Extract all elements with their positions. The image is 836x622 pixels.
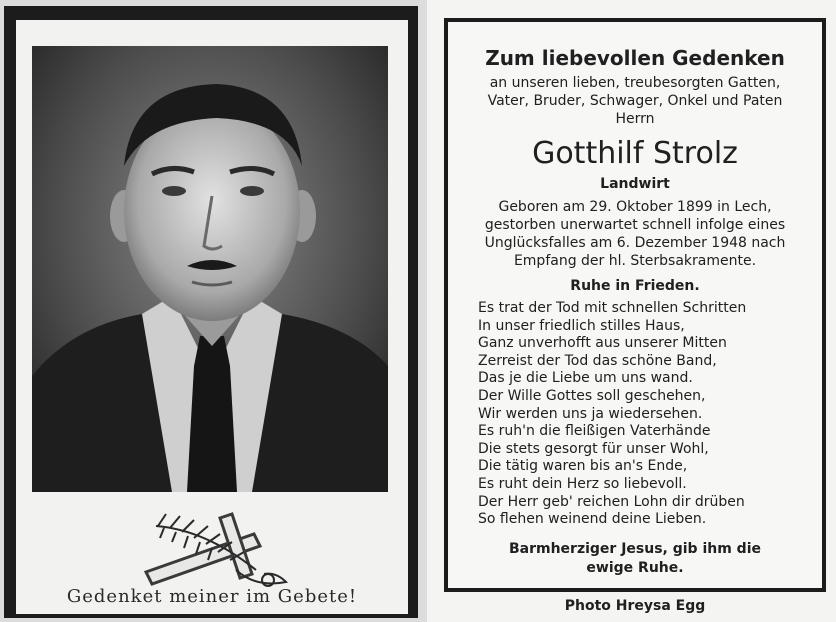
- bio-line: gestorben unerwartet schnell infolge eines: [484, 217, 786, 233]
- poem-line: Die stets gesorgt für unser Wohl,: [478, 440, 709, 457]
- memorial-text-card: [444, 18, 826, 592]
- bio-line: Unglücksfalles am 6. Dezember 1948 nach: [484, 235, 786, 251]
- intro-line: Vater, Bruder, Schwager, Onkel und Paten: [487, 93, 783, 109]
- portrait-photo: [32, 46, 388, 492]
- intro-text: [448, 74, 822, 128]
- closing-prayer: [448, 540, 822, 578]
- cross-with-palm-icon: [136, 508, 296, 594]
- poem-line: Es ruh'n die fleißigen Vaterhände: [478, 423, 711, 440]
- intro-line: an unseren lieben, treubesorgten Gatten,: [489, 75, 781, 91]
- deceased-name: Gotthilf Strolz: [532, 136, 738, 171]
- poem-line: Ganz unverhofft aus unserer Mitten: [478, 335, 727, 352]
- closing-line: Barmherziger Jesus, gib ihm die: [508, 541, 761, 557]
- poem-line: Es trat der Tod mit schnellen Schritten: [478, 300, 747, 316]
- photo-credit: Photo Hreysa Egg: [564, 598, 706, 614]
- memorial-photo-card: [4, 6, 418, 618]
- bio-line: Geboren am 29. Oktober 1899 in Lech,: [498, 199, 772, 215]
- memorial-heading: Zum liebevollen Gedenken: [485, 46, 785, 70]
- memorial-poem: [478, 300, 818, 529]
- poem-line: Es ruht dein Herz so liebevoll.: [478, 475, 687, 492]
- poem-line: Der Wille Gottes soll geschehen,: [478, 387, 706, 404]
- poem-line: Wir werden uns ja wiedersehen.: [478, 405, 703, 422]
- biography-text: [448, 198, 822, 270]
- prayer-line: Gedenket meiner im Gebete!: [66, 586, 358, 607]
- occupation: Landwirt: [600, 176, 670, 192]
- poem-line: In unser friedlich stilles Haus,: [478, 317, 685, 334]
- rest-in-peace: Ruhe in Frieden.: [570, 278, 700, 294]
- intro-line: Herrn: [615, 111, 655, 127]
- poem-line: So flehen weinend deine Lieben.: [478, 511, 707, 528]
- poem-line: Das je die Liebe um uns wand.: [478, 370, 693, 387]
- poem-line: Der Herr geb' reichen Lohn dir drüben: [478, 493, 745, 510]
- closing-line: ewige Ruhe.: [586, 560, 684, 576]
- photo-card-inner: [16, 20, 408, 614]
- bio-line: Empfang der hl. Sterbsakramente.: [513, 253, 757, 269]
- poem-line: Die tätig waren bis an's Ende,: [478, 458, 688, 475]
- poem-line: Zerreist der Tod das schöne Band,: [478, 352, 717, 369]
